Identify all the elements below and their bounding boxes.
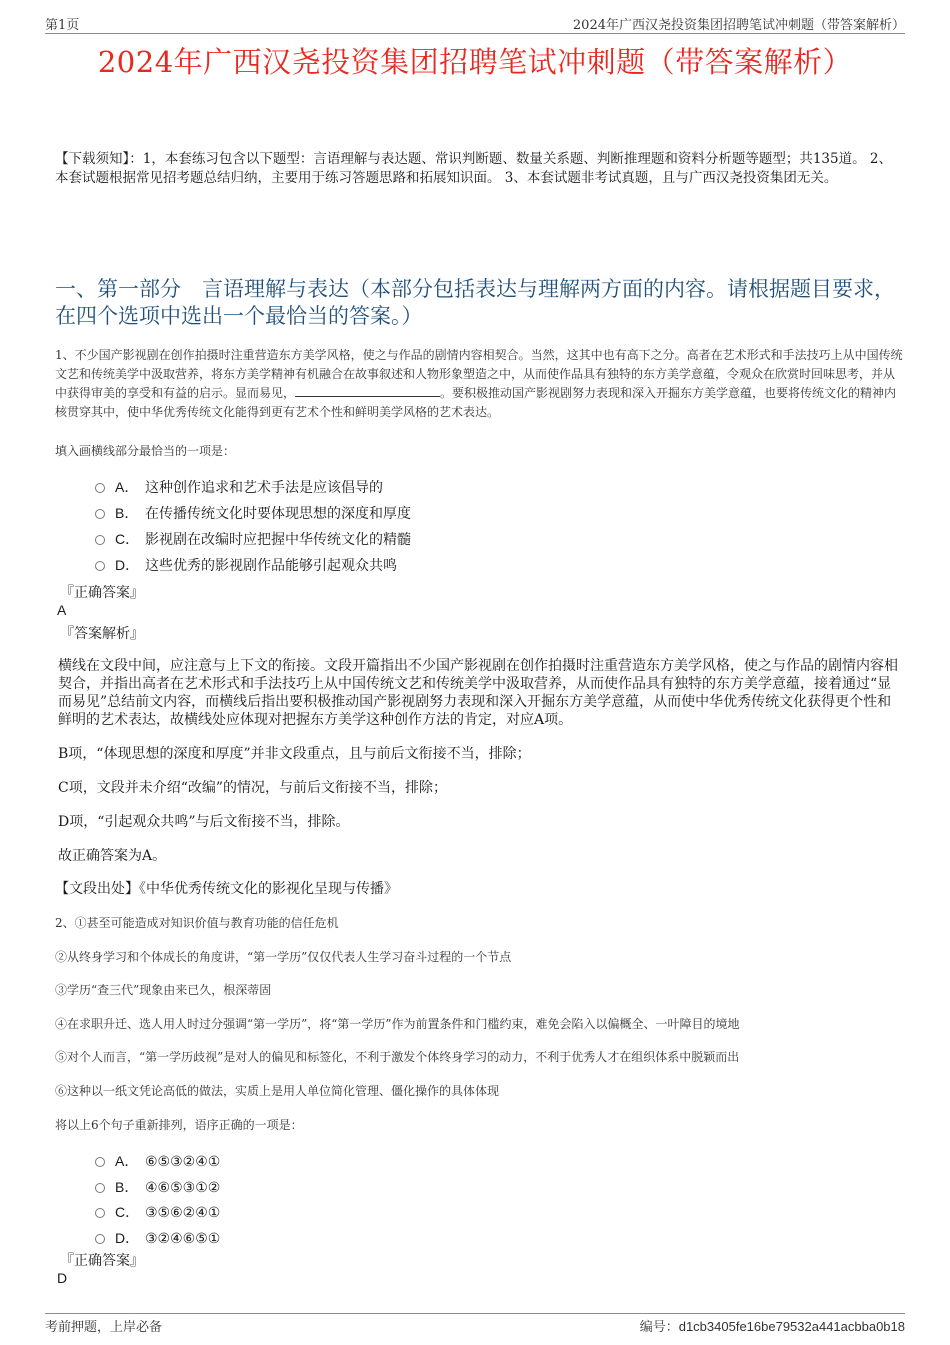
option-text: 影视剧在改编时应把握中华传统文化的精髓: [145, 532, 411, 548]
radio-icon[interactable]: [95, 1208, 105, 1218]
question-1-text-before: 1、不少国产影视剧在创作拍摄时注重营造东方美学风格，使之与作品的剧情内容相契合。当然，这其中也有高下之分。高者在艺术形式和手法技巧上从中国传统文艺和传统美学中汲取营养，将东方美学精神有机融合在故事叙述和人物形象塑造之中，从而使作品具有独特的东方美学意蕴，令观众在欣赏时回味思考，并从中获得审美的享受和有益的启示。显而易见，: [55, 348, 903, 400]
option-letter: B．: [115, 505, 139, 521]
option-text: ④⑥⑤③①②: [145, 1180, 221, 1196]
footer-code-label: 编号：: [639, 1320, 679, 1335]
q2-option-b[interactable]: [95, 1177, 220, 1197]
radio-icon[interactable]: [95, 535, 105, 545]
q1-option-b[interactable]: [95, 503, 411, 523]
q1-source: 【文段出处】《中华优秀传统文化的影视化呈现与传播》: [55, 881, 398, 897]
option-letter: B．: [115, 1179, 139, 1195]
page-number: 第1页: [45, 18, 80, 33]
q1-b-note: B项，“体现思想的深度和厚度”并非文段重点，且与前后文衔接不当，排除；: [58, 746, 531, 762]
q2-option-c[interactable]: [95, 1202, 220, 1222]
q2-answer: D: [57, 1270, 68, 1286]
q2-answer-label: 『正确答案』: [60, 1253, 144, 1269]
q2-sentence-6: ⑥这种以一纸文凭论高低的做法，实质上是用人单位简化管理、僵化操作的具体体现: [55, 1084, 500, 1098]
radio-icon[interactable]: [95, 561, 105, 571]
option-letter: D．: [115, 557, 140, 573]
radio-icon[interactable]: [95, 1234, 105, 1244]
option-text: 这些优秀的影视剧作品能够引起观众共鸣: [145, 558, 397, 574]
header-divider: [45, 33, 905, 34]
option-text: 这种创作追求和艺术手法是应该倡导的: [145, 480, 383, 496]
q2-sentence-4: ④在求职升迁、选人用人时过分强调“第一学历”，将“第一学历”作为前置条件和门槛约束，难免会陷入以偏概全、一叶障目的境地: [55, 1017, 740, 1031]
option-text: ⑥⑤③②④①: [145, 1154, 221, 1170]
q1-answer-label: 『正确答案』: [60, 585, 144, 601]
option-letter: D．: [115, 1230, 140, 1246]
q2-sentence-1: 2、①甚至可能造成对知识价值与教育功能的信任危机: [55, 916, 339, 930]
q2-sentence-5: ⑤对个人而言，“第一学历歧视”是对人的偏见和标签化，不利于激发个体终身学习的动力，不利于优秀人才在组织体系中脱颖而出: [55, 1050, 740, 1064]
q1-option-c[interactable]: [95, 529, 411, 549]
q2-prompt: 将以上6个句子重新排列，语序正确的一项是：: [55, 1118, 303, 1132]
q2-sentence-3: ③学历“查三代”现象由来已久，根深蒂固: [55, 983, 272, 997]
q2-option-d[interactable]: [95, 1228, 220, 1248]
q2-option-a[interactable]: [95, 1151, 220, 1171]
radio-icon[interactable]: [95, 1183, 105, 1193]
option-letter: C．: [115, 531, 140, 547]
section-heading: 一、第一部分 言语理解与表达（本部分包括表达与理解两方面的内容。请根据题目要求，在四个选项中选出一个最恰当的答案。）: [55, 277, 895, 328]
q1-analysis: 横线在文段中间，应注意与上下文的衔接。文段开篇指出不少国产影视剧在创作拍摄时注重营造东方美学风格，使之与作品的剧情内容相契合，并指出高者在艺术形式和手法技巧上从中国传统文艺和传统美学中汲取营养，从而使作品具有独特的东方美学意蕴，接着通过“显而易见”总结前文内容，而横线后指出要积极推动国产影视剧努力表现和深入开掘东方美学意蕴，从而使中华优秀传统文化获得更个性和鲜明的艺术表达，故横线处应体现对把握东方美学这种创作方法的肯定，对应A项。: [58, 658, 898, 728]
option-letter: A．: [115, 479, 139, 495]
question-1-text-after: 。要积极推动国产影视剧努力表现和深入开掘东方美学意蕴，也要将传统文化的精神内核贯穿其中，使中华优秀传统文化能得到更有艺术个性和鲜明美学风格的艺术表达。: [55, 386, 897, 419]
download-notice: 【下载须知】：1，本套练习包含以下题型：言语理解与表达题、常识判断题、数量关系题、判断推理题和资料分析题等题型；共135道。 2、本套试题根据常见招考题总结归纳，主要用于练习答题思路和拓展知识面。 3、本套试题非考试真题，且与广西汉尧投资集团无关。: [55, 151, 892, 186]
header-doc-title: 2024年广西汉尧投资集团招聘笔试冲刺题（带答案解析）: [572, 18, 905, 33]
q1-d-note: D项，“引起观众共鸣”与后文衔接不当，排除。: [58, 814, 350, 830]
footer-slogan: 考前押题，上岸必备: [45, 1320, 163, 1335]
option-letter: A．: [115, 1153, 139, 1169]
q1-option-d[interactable]: [95, 555, 397, 575]
footer-code-value: d1cb3405fe16be79532a441acbba0b18: [678, 1319, 905, 1334]
option-letter: C．: [115, 1204, 140, 1220]
option-text: 在传播传统文化时要体现思想的深度和厚度: [145, 506, 411, 522]
q1-answer: A: [57, 602, 67, 618]
radio-icon[interactable]: [95, 509, 105, 519]
question-1-text: [55, 346, 903, 422]
q1-c-note: C项，文段并未介绍“改编”的情况，与前后文衔接不当，排除；: [58, 780, 448, 796]
question-1-prompt: 填入画横线部分最恰当的一项是：: [55, 444, 236, 458]
option-text: ③⑤⑥②④①: [145, 1205, 221, 1221]
page-title: 2024年广西汉尧投资集团招聘笔试冲刺题（带答案解析）: [97, 45, 853, 79]
q1-option-a[interactable]: [95, 477, 383, 497]
fill-blank: [295, 384, 440, 397]
footer-divider: [45, 1313, 905, 1314]
q1-conclusion: 故正确答案为A。: [58, 848, 167, 864]
footer-code: [640, 1316, 905, 1335]
option-text: ③②④⑥⑤①: [145, 1231, 221, 1247]
q1-analysis-label: 『答案解析』: [60, 626, 144, 642]
radio-icon[interactable]: [95, 483, 105, 493]
radio-icon[interactable]: [95, 1157, 105, 1167]
q2-sentence-2: ②从终身学习和个体成长的角度讲，“第一学历”仅仅代表人生学习奋斗过程的一个节点: [55, 950, 512, 964]
